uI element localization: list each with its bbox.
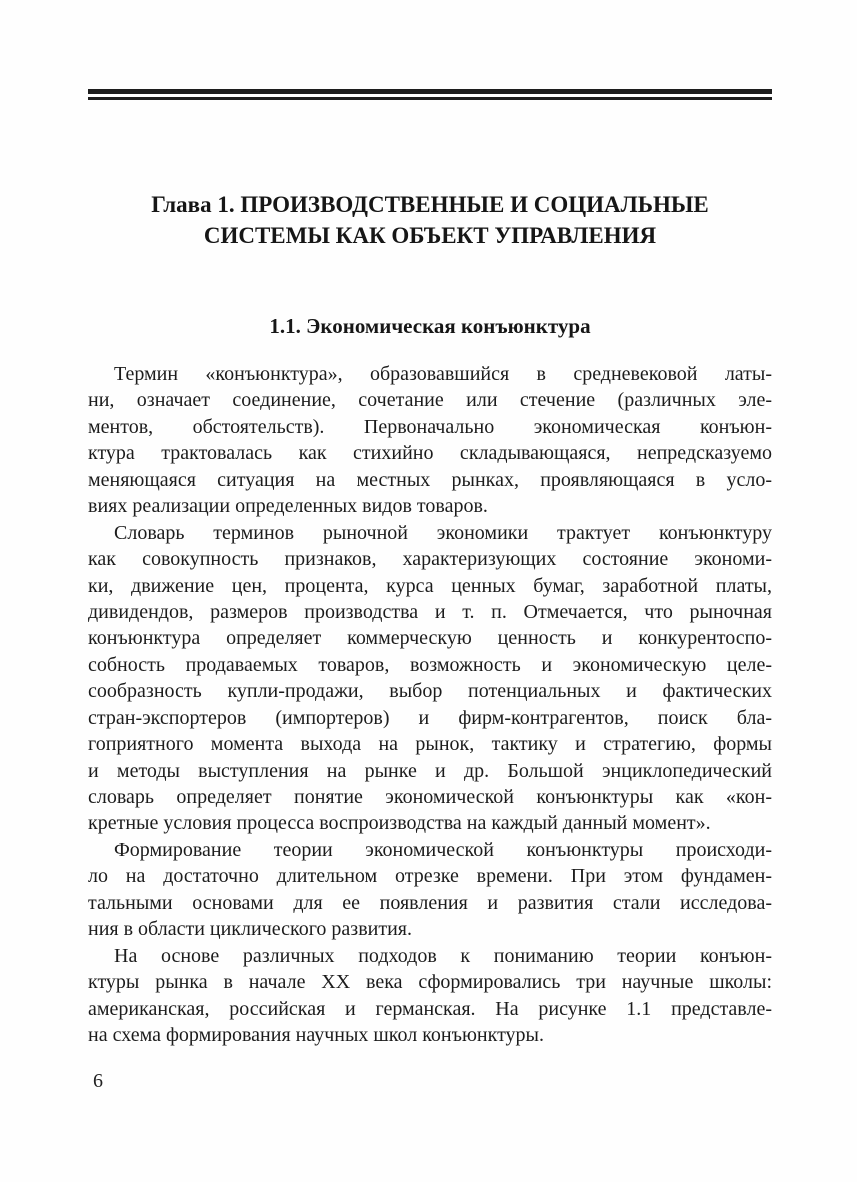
- paragraph: [88, 361, 772, 520]
- chapter-heading-line-1: Глава 1. ПРОИЗВОДСТВЕННЫЕ И СОЦИАЛЬНЫЕ: [151, 192, 709, 217]
- text-line: ктура трактовалась как стихийно складывающаяся, непредсказуемо: [88, 442, 772, 465]
- text-line: Словарь терминов рыночной экономики трактует конъюнктуру: [114, 521, 772, 544]
- header-rule: [88, 89, 772, 100]
- header-rule-thick: [88, 89, 772, 94]
- text-line: На основе различных подходов к пониманию теории конъюн-: [114, 944, 772, 967]
- text-line: сообразность купли-продажи, выбор потенциальных и фактических: [88, 680, 772, 703]
- text-line: кретные условия процесса воспроизводства на каждый данный момент».: [88, 812, 711, 835]
- paragraph: [88, 837, 772, 943]
- text-line: ментов, обстоятельств). Первоначально экономическая конъюн-: [88, 415, 772, 438]
- text-line: и методы выступления на рынке и др. Большой энциклопедический: [88, 759, 772, 782]
- page-number: 6: [93, 1070, 103, 1092]
- text-line: конъюнктура определяет коммерческую ценность и конкурентоспо-: [88, 627, 772, 650]
- section-heading: 1.1. Экономическая конъюнктура: [269, 314, 591, 338]
- text-line: тальными основами для ее появления и развития стали исследова-: [88, 891, 772, 914]
- text-line: ния в области циклического развития.: [88, 918, 412, 941]
- text-line: Формирование теории экономической конъюнктуры происходи-: [114, 838, 772, 861]
- text-line: ло на достаточно длительном отрезке времени. При этом фундамен-: [88, 865, 772, 888]
- text-line: как совокупность признаков, характеризующих состояние экономи-: [88, 548, 772, 571]
- paragraph: [88, 943, 772, 1049]
- text-line: ктуры рынка в начале XX века сформировались три научные школы:: [88, 971, 772, 994]
- text-line: словарь определяет понятие экономической конъюнктуры как «кон-: [88, 786, 772, 808]
- text-line: Термин «конъюнктура», образовавшийся в средневековой латы-: [114, 363, 772, 385]
- text-line: виях реализации определенных видов товаров.: [88, 495, 488, 518]
- chapter-heading-line-2: СИСТЕМЫ КАК ОБЪЕКТ УПРАВЛЕНИЯ: [203, 223, 657, 248]
- chapter-heading: [88, 189, 772, 251]
- text-line: меняющаяся ситуация на местных рынках, проявляющаяся в усло-: [88, 468, 772, 491]
- body-paragraphs: [88, 361, 772, 1048]
- header-rule-thin: [88, 97, 772, 100]
- text-line: гоприятного момента выхода на рынок, тактику и стратегию, формы: [88, 733, 772, 756]
- text-line: дивидендов, размеров производства и т. п. Отмечается, что рыночная: [88, 600, 772, 623]
- text-line: ни, означает соединение, сочетание или стечение (различных эле-: [88, 389, 772, 412]
- paragraph: [88, 520, 772, 837]
- text-line: ки, движение цен, процента, курса ценных бумаг, заработной платы,: [88, 574, 772, 597]
- text-line: стран-экспортеров (импортеров) и фирм-контрагентов, поиск бла-: [88, 706, 772, 729]
- text-line: собность продаваемых товаров, возможность и экономическую целе-: [88, 653, 772, 676]
- text-line: на схема формирования научных школ конъюнктуры.: [88, 1023, 544, 1046]
- text-line: американская, российская и германская. На рисунке 1.1 представле-: [88, 997, 772, 1020]
